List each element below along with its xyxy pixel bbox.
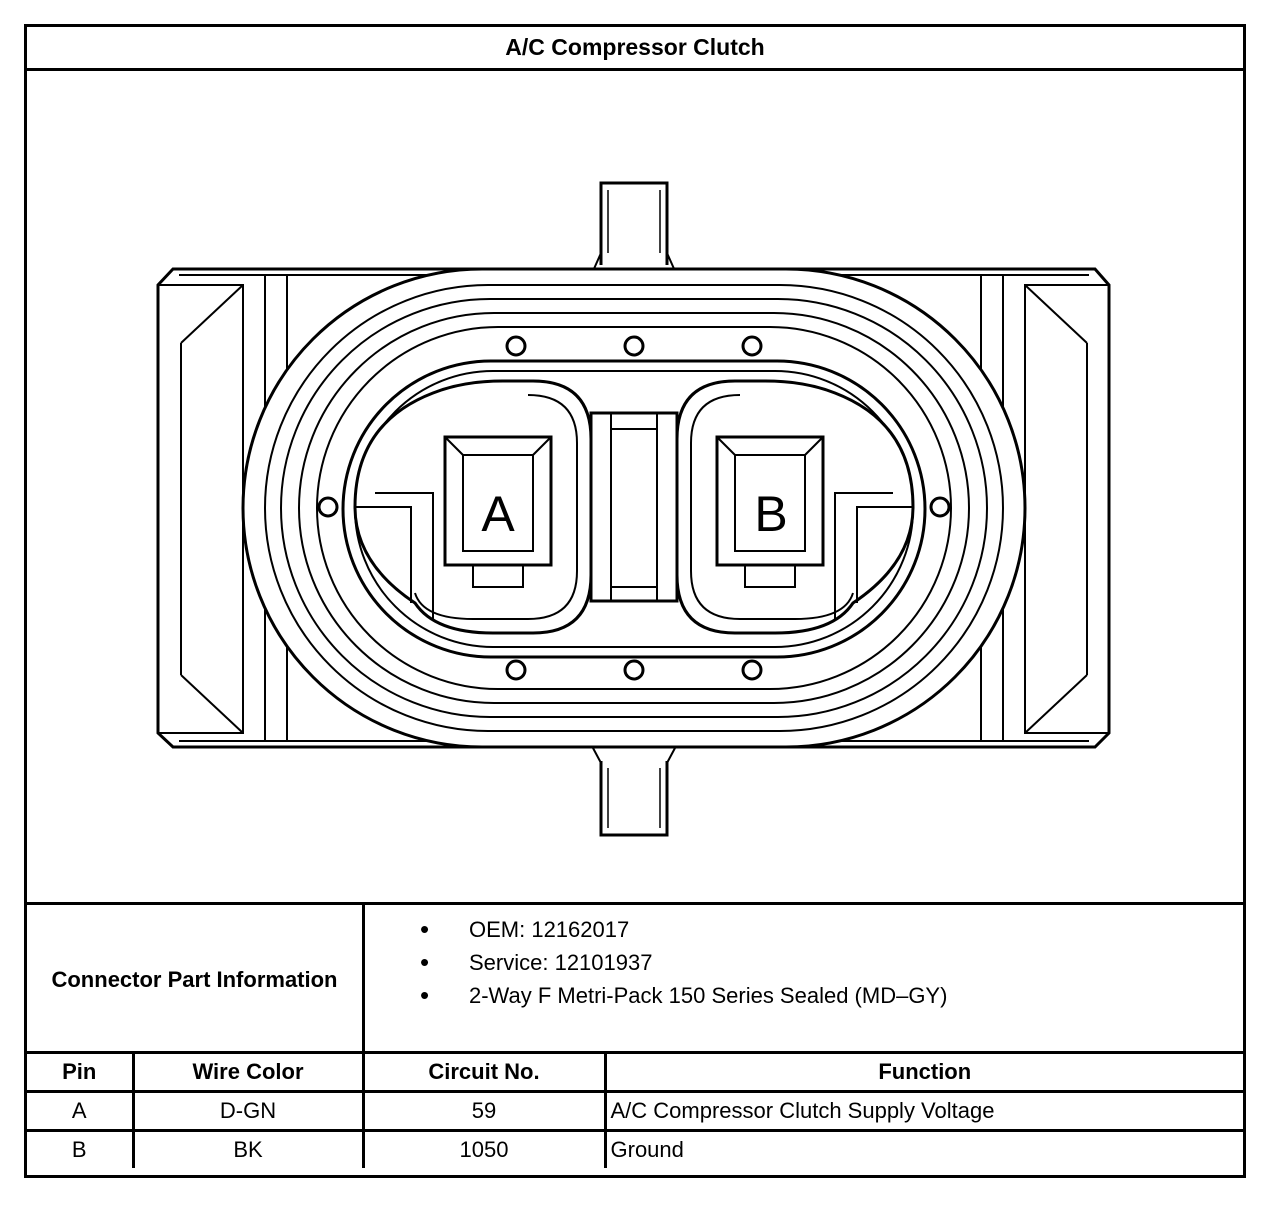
- wire-color-cell: BK: [133, 1131, 363, 1169]
- header-function: Function: [605, 1053, 1243, 1092]
- pin-table-header: [27, 1053, 1243, 1092]
- connector-drawing: [27, 71, 1243, 902]
- header-wire-color: Wire Color: [133, 1053, 363, 1092]
- page-title: A/C Compressor Clutch: [27, 27, 1243, 71]
- circuit-cell: 1050: [363, 1131, 605, 1169]
- connector-part-list: [365, 913, 947, 1012]
- top-lock-tab: [601, 183, 667, 265]
- connector-sheet: [24, 24, 1246, 1178]
- table-row: [27, 1131, 1243, 1169]
- table-row: [27, 1092, 1243, 1131]
- pin-table: [27, 1051, 1243, 1168]
- function-cell: A/C Compressor Clutch Supply Voltage: [605, 1092, 1243, 1131]
- bottom-lock-tab: [601, 761, 667, 835]
- cavity-a-label: A: [481, 486, 515, 542]
- center-divider: [591, 413, 677, 601]
- connector-part-info-label: Connector Part Information: [27, 905, 365, 1054]
- circuit-cell: 59: [363, 1092, 605, 1131]
- header-circuit: Circuit No.: [363, 1053, 605, 1092]
- pin-cell: A: [27, 1092, 133, 1131]
- wire-color-cell: D-GN: [133, 1092, 363, 1131]
- service-part-number: • Service: 12101937: [365, 946, 947, 979]
- connector-part-info: [27, 902, 1243, 1054]
- oem-part-number: • OEM: 12162017: [365, 913, 947, 946]
- connector-description: • 2-Way F Metri-Pack 150 Series Sealed (MD–GY): [365, 979, 947, 1012]
- function-cell: Ground: [605, 1131, 1243, 1169]
- header-pin: Pin: [27, 1053, 133, 1092]
- cavity-b-label: B: [754, 486, 788, 542]
- pin-cell: B: [27, 1131, 133, 1169]
- connector-face-diagram: [27, 71, 1243, 902]
